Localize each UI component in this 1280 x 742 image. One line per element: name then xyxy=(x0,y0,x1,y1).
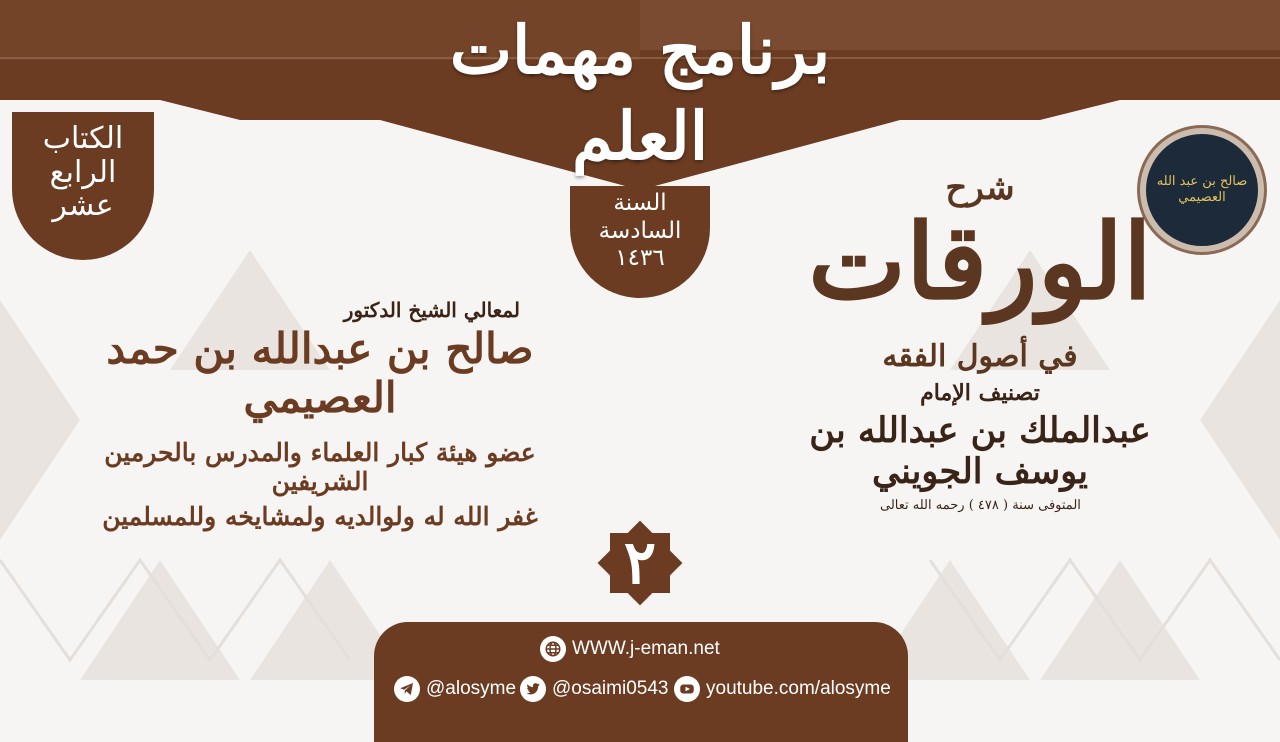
lesson-number: ٢ xyxy=(623,528,657,598)
book-title-block xyxy=(790,168,1170,513)
year-badge-line-3: ١٤٣٦ xyxy=(615,245,665,272)
book-title: الورقات xyxy=(808,200,1152,323)
scholar-name: صالح بن عبدالله بن حمد العصيمي xyxy=(106,324,534,422)
book-badge-line-3: عشر xyxy=(52,188,114,224)
author-name: عبدالملك بن عبدالله بن يوسف الجويني xyxy=(809,409,1151,492)
telegram-row[interactable] xyxy=(394,676,516,702)
book-subtitle: في أصول الفقه xyxy=(882,338,1078,374)
scholar-honorific: لمعالي الشيخ الدكتور xyxy=(343,298,520,322)
footer-contact-bar xyxy=(374,622,908,742)
twitter-icon xyxy=(520,676,546,702)
youtube-icon xyxy=(674,676,700,702)
year-badge-line-2: السادسة xyxy=(598,217,682,244)
book-badge-line-2: الرابع xyxy=(49,154,117,190)
book-number-badge xyxy=(12,112,154,260)
tasnif-label: تصنيف الإمام xyxy=(920,379,1040,406)
website-row[interactable] xyxy=(540,636,720,662)
youtube-row[interactable] xyxy=(674,676,891,702)
scholar-title: عضو هيئة كبار العلماء والمدرس بالحرمين الشريفين xyxy=(104,438,536,496)
sharh-label: شرح xyxy=(945,168,1015,208)
scholar-dua: غفر الله له ولوالديه ولمشايخه وللمسلمين xyxy=(102,502,538,531)
seal-text: صالح بن عبد الله العصيمي xyxy=(1156,173,1248,205)
globe-icon xyxy=(540,636,566,662)
twitter-handle[interactable]: @osaimi0543 xyxy=(552,678,669,699)
telegram-handle[interactable]: @alosyme xyxy=(426,678,517,699)
year-badge-line-1: السنة xyxy=(613,190,667,216)
death-note: المتوفى سنة ( ٤٧٨ ) رحمه الله تعالى xyxy=(880,497,1081,513)
twitter-row[interactable] xyxy=(520,676,668,702)
scholar-block xyxy=(60,298,580,531)
youtube-link[interactable]: youtube.com/alosyme xyxy=(706,678,891,699)
website-link[interactable]: WWW.j-eman.net xyxy=(572,638,720,659)
telegram-icon xyxy=(394,676,420,702)
program-title: برنامج مهمات العلم xyxy=(449,11,831,175)
book-badge-line-1: الكتاب xyxy=(42,121,124,156)
